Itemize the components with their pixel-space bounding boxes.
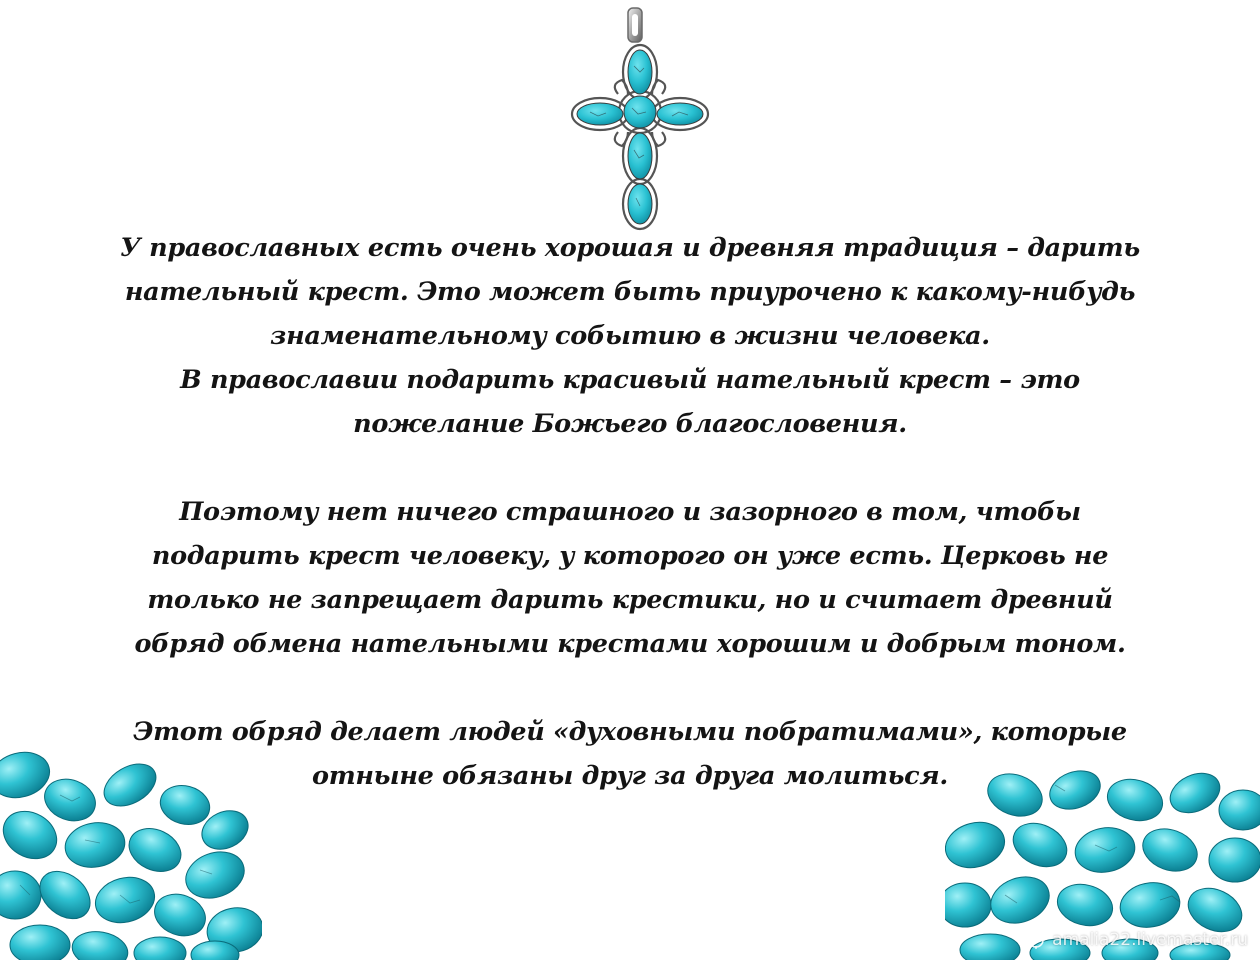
text-line: Поэтому нет ничего страшного и зазорного в том, чтобы [179, 497, 1081, 527]
text-line: только не запрещает дарить крестики, но и считает древний [147, 585, 1113, 615]
main-text-block [120, 226, 1140, 798]
livemaster-logo-icon [1026, 930, 1046, 950]
watermark-text: amalia22.livemaster.ru [1052, 930, 1248, 950]
text-line: У православных есть очень хорошая и древняя традиция – дарить [120, 233, 1140, 263]
paragraph-tradition [120, 226, 1140, 446]
paragraph-church [120, 490, 1140, 666]
watermark [1026, 930, 1248, 950]
text-line: отныне обязаны друг за друга молиться. [312, 761, 948, 791]
text-line: подарить крест человеку, у которого он уже есть. Церковь не [151, 541, 1109, 571]
turquoise-cross-pendant-image [560, 0, 720, 232]
text-line: пожелание Божьего благословения. [353, 409, 907, 439]
turquoise-stones-left-image [0, 745, 262, 960]
text-line: обряд обмена нательными крестами хорошим и добрым тоном. [134, 629, 1126, 659]
text-line: знаменательному событию в жизни человека. [270, 321, 990, 351]
text-line: В православии подарить красивый нательный крест – это [180, 365, 1080, 395]
text-line: нательный крест. Это может быть приурочено к какому-нибудь [124, 277, 1136, 307]
text-line: Этот обряд делает людей «духовными побратимами», которые [133, 717, 1127, 747]
